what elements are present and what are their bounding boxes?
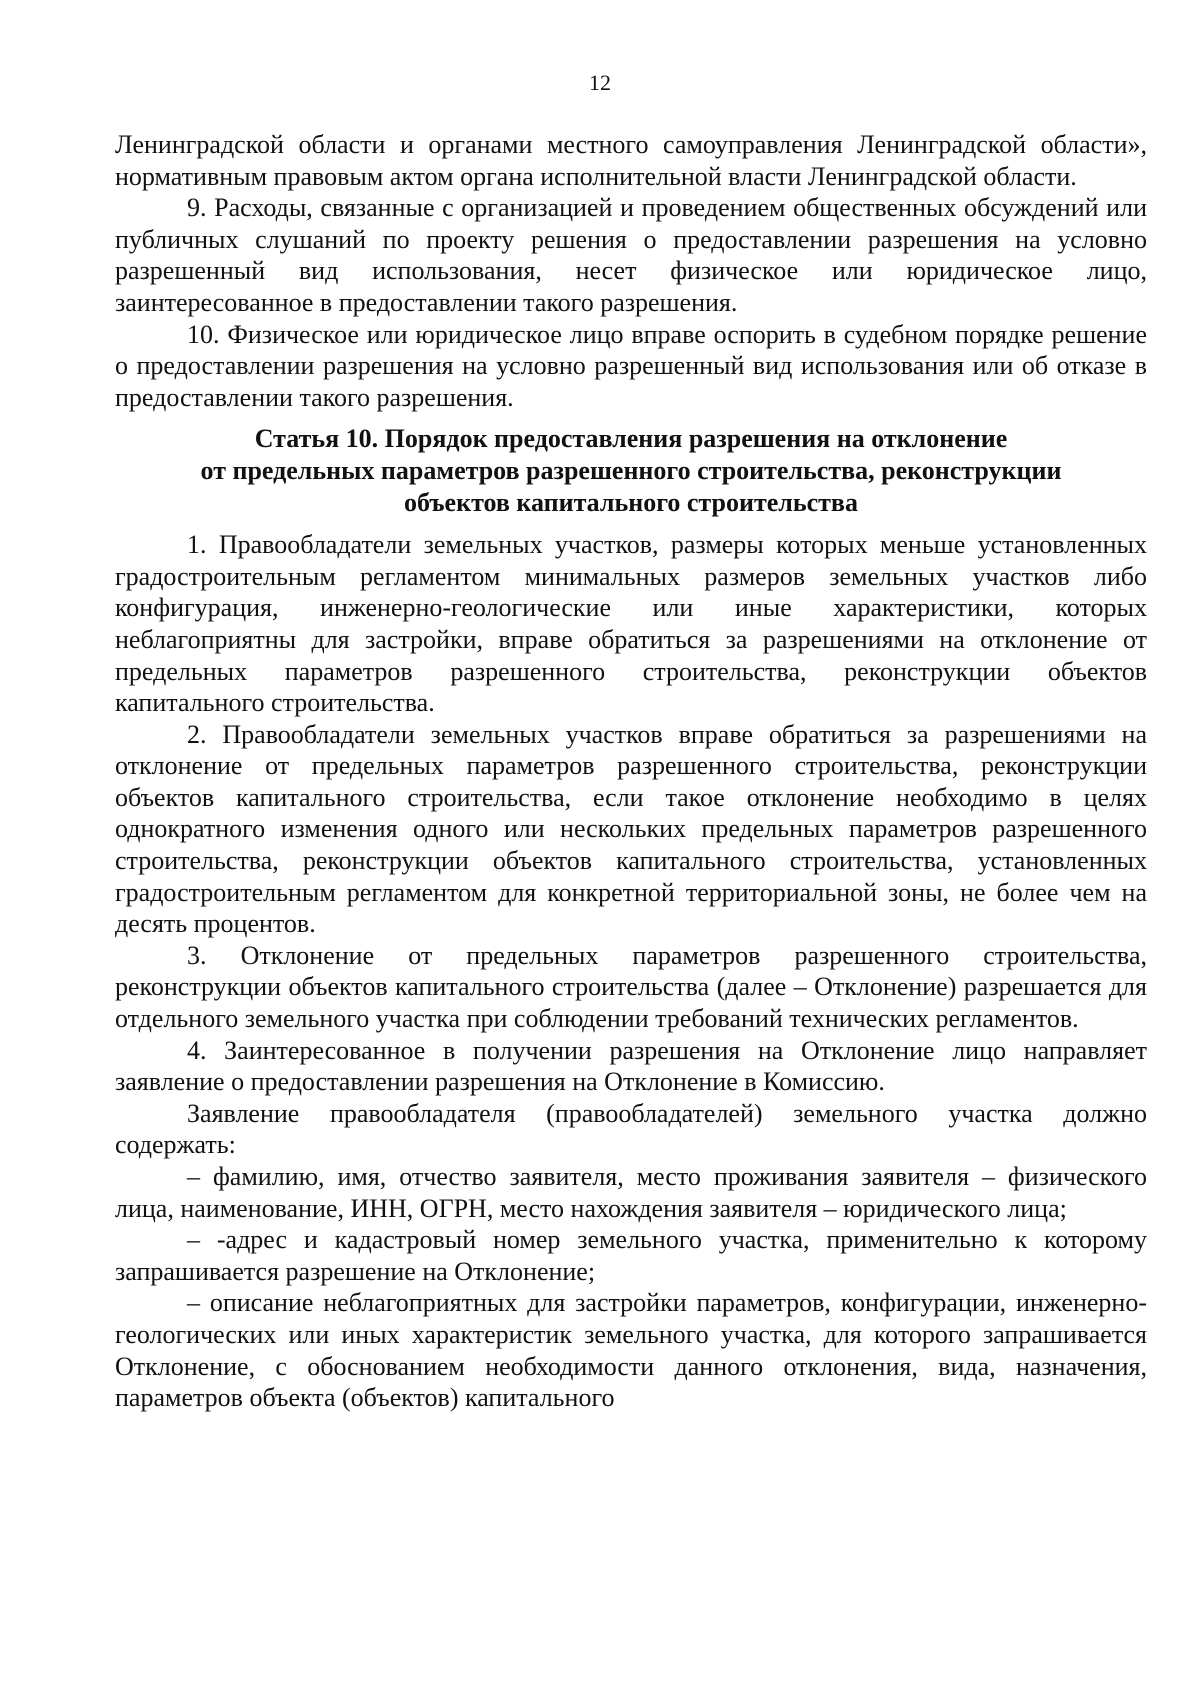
article-title-line-2: от предельных параметров разрешенного строительства, реконструкции — [200, 455, 1062, 485]
paragraph-item-3: 3. Отклонение от предельных параметров разрешенного строительства, реконструкции объектов капитального строительства (далее – Отклонение) разрешается для отдельного земельного участка при соблюдении требований технических регламентов. — [115, 940, 1147, 1034]
paragraph-item-2: 2. Правообладатели земельных участков вправе обратиться за разрешениями на отклонение от предельных параметров разрешенного строительства, реконструкции объектов капитального строительства, если такое отклонение необходимо в целях однократного изменения одного или нескольких предельных параметров разрешенного строительства, реконструкции объектов капитального строительства, установленных градостроительным регламентом для конкретной территориальной зоны, не более чем на десять процентов. — [115, 719, 1147, 939]
paragraph-item-9: 9. Расходы, связанные с организацией и проведением общественных обсуждений или публичных слушаний по проекту решения о предоставлении разрешения на условно разрешенный вид использования, несет физическое или юридическое лицо, заинтересованное в предоставлении такого разрешения. — [115, 193, 1147, 317]
paragraph-item-1: 1. Правообладатели земельных участков, размеры которых меньше установленных градостроительным регламентом минимальных размеров земельных участков либо конфигурация, инженерно-геологические или иные характеристики, которых неблагоприятны для застройки, вправе обратиться за разрешениями на отклонение от предельных параметров разрешенного строительства, реконструкции объектов капитального строительства. — [115, 530, 1147, 718]
paragraph-continuation: Ленинградской области и органами местного самоуправления Ленинградской области», нормативным правовым актом органа исполнительной власти Ленинградской области. — [115, 130, 1147, 191]
paragraph-item-4: 4. Заинтересованное в получении разрешения на Отклонение лицо направляет заявление о предоставлении разрешения на Отклонение в Комиссию. — [115, 1035, 1147, 1097]
article-title-line-1: Статья 10. Порядок предоставления разрешения на отклонение — [254, 424, 1008, 454]
paragraph-application-content: Заявление правообладателя (правообладателей) земельного участка должно содержать: — [115, 1098, 1147, 1160]
document-body — [115, 129, 1147, 1414]
list-item-description: – описание неблагоприятных для застройки параметров, конфигурации, инженерно-геологических или иных характеристик земельного участка, для которого запрашивается Отклонение, с обоснованием необходимости данного отклонения, вида, назначения, параметров объекта (объектов) капитального — [115, 1288, 1147, 1413]
article-title — [115, 423, 1147, 518]
list-item-cadastral-number: – -адрес и кадастровый номер земельного участка, применительно к которому запрашивается разрешение на Отклонение; — [115, 1225, 1147, 1286]
list-item-applicant-name: – фамилию, имя, отчество заявителя, место проживания заявителя – физического лица, наименование, ИНН, ОГРН, место нахождения заявителя – юридического лица; — [115, 1162, 1147, 1223]
article-title-line-3: объектов капитального строительства — [404, 487, 858, 517]
page-number: 12 — [589, 70, 611, 95]
paragraph-item-10: 10. Физическое или юридическое лицо вправе оспорить в судебном порядке решение о предоставлении разрешения на условно разрешенный вид использования или об отказе в предоставлении такого разрешения. — [115, 319, 1147, 412]
